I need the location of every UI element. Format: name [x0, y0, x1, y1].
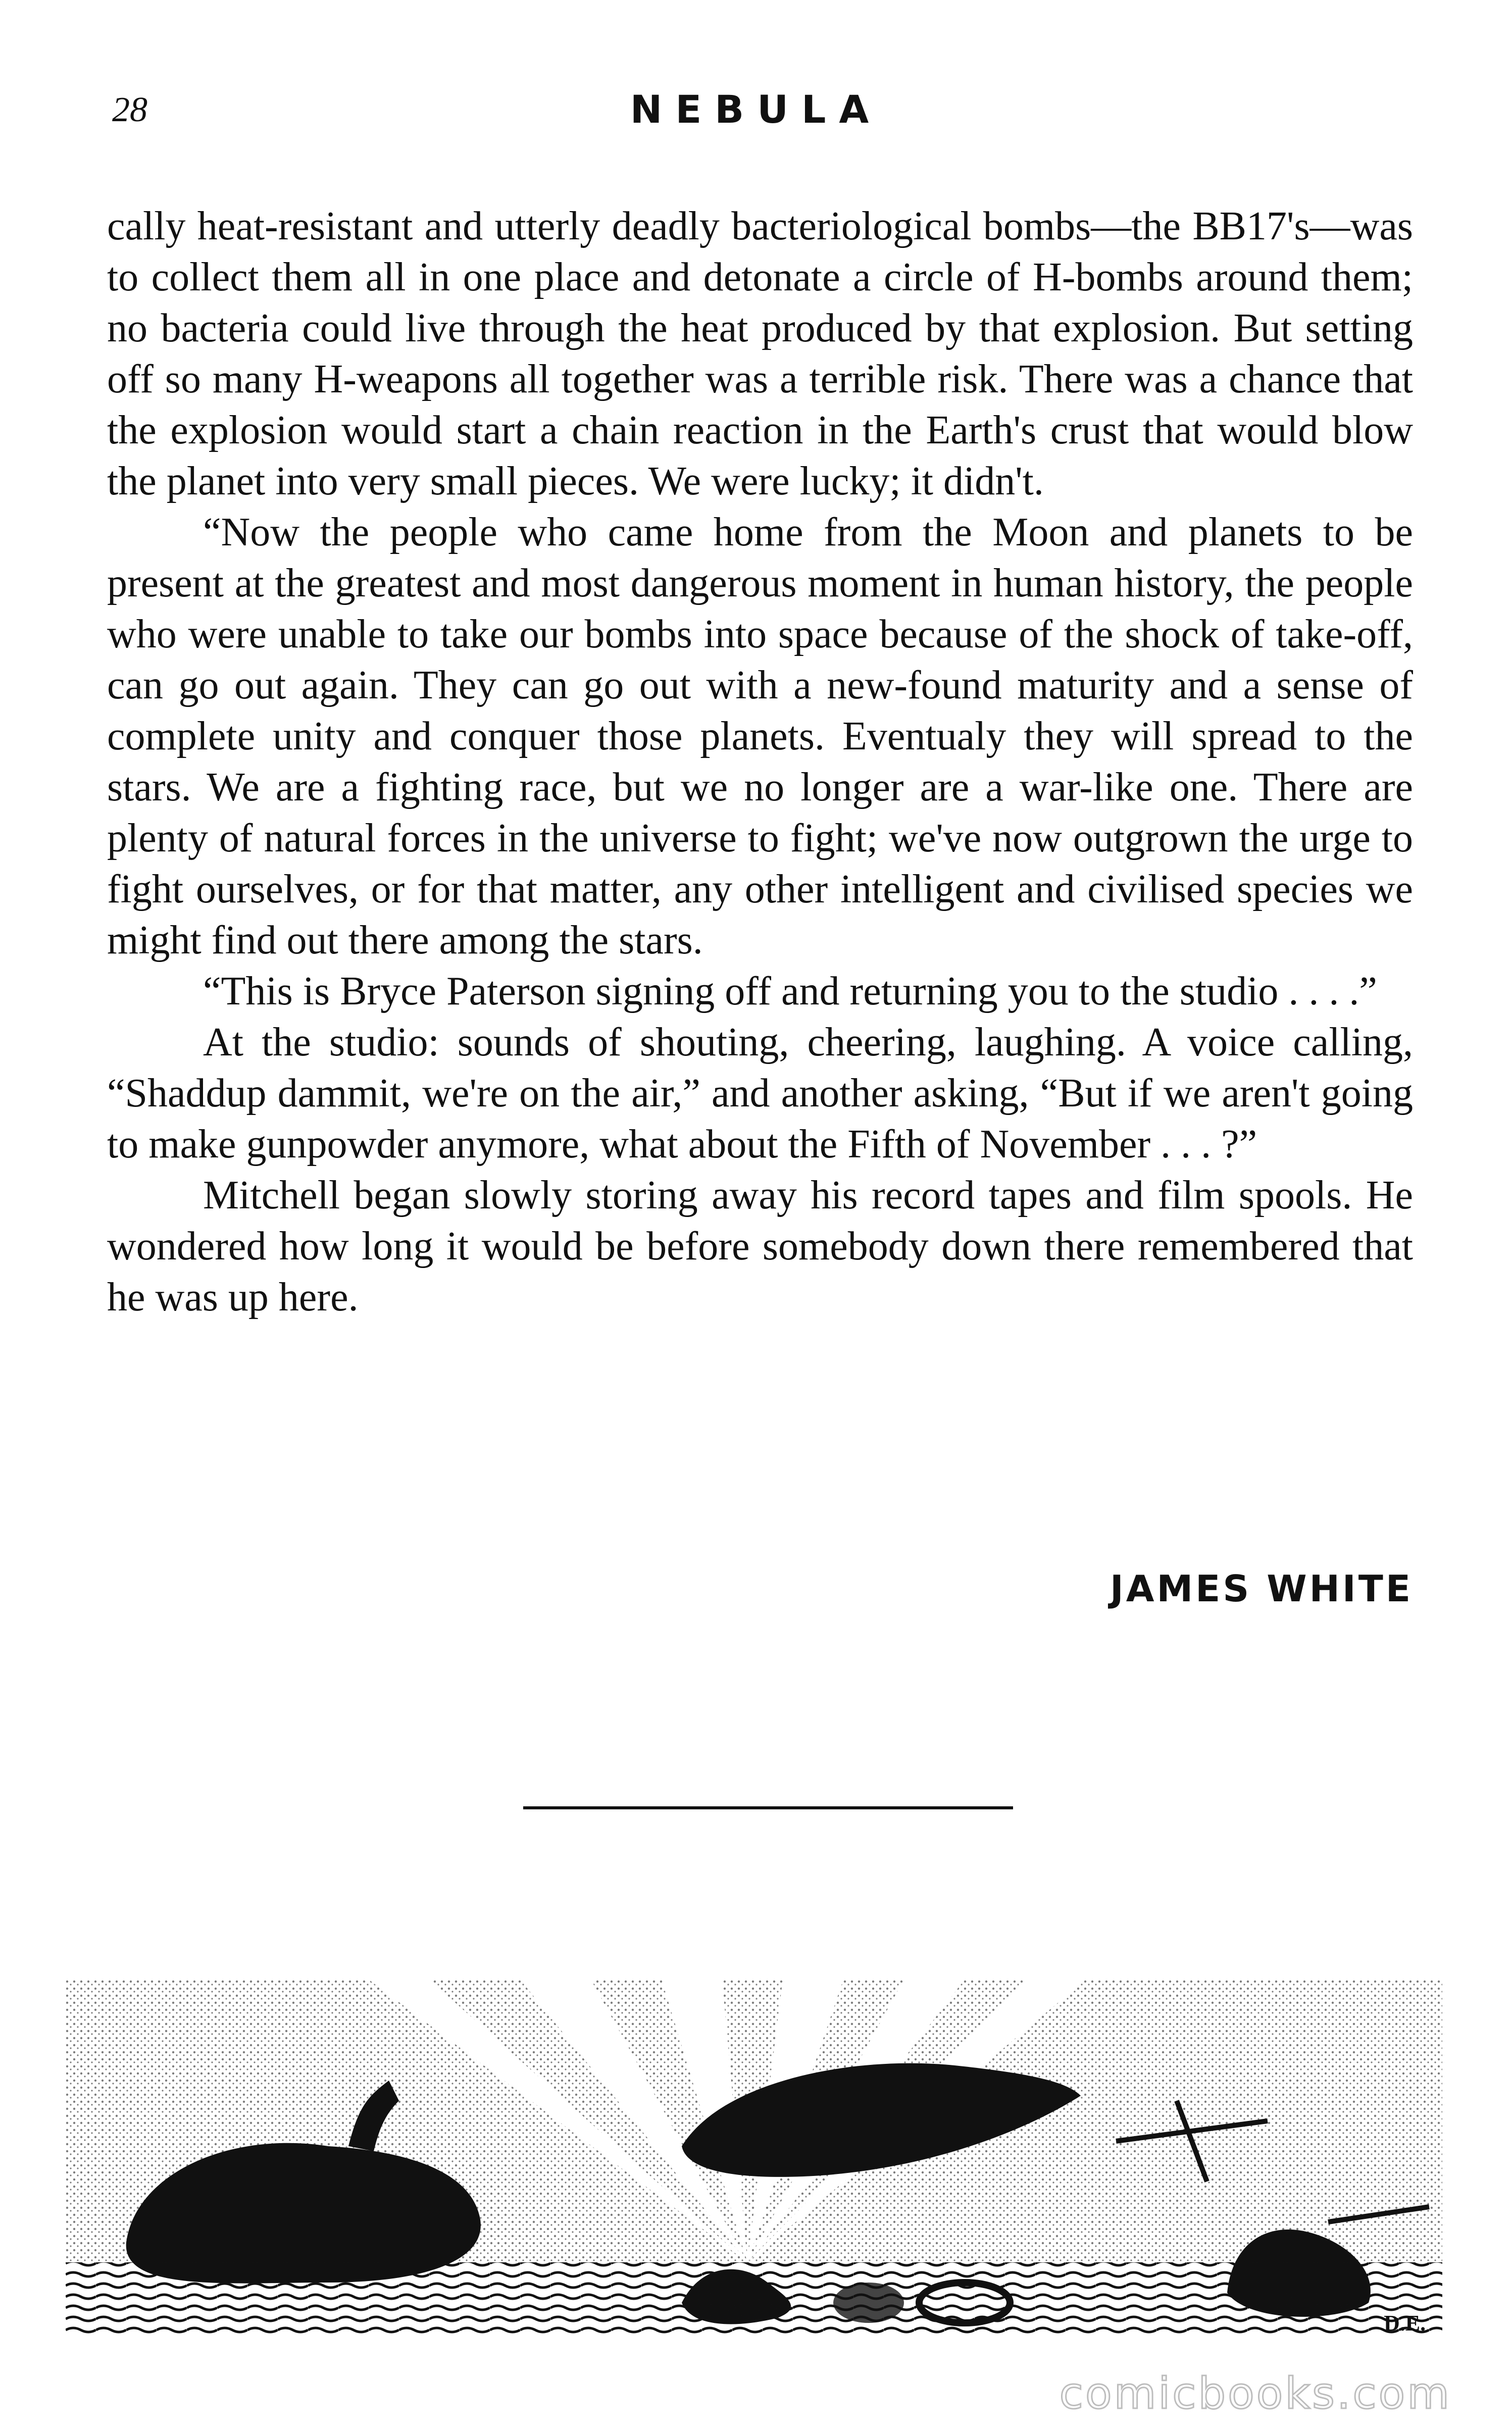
- artist-signature: D.E.: [1384, 2311, 1426, 2336]
- paragraph: Mitchell began slowly storing away his record tapes and film spools. He wondered how long it would be before somebody down there remembered that he was up here.: [107, 1173, 1413, 1320]
- paragraph: cally heat-resistant and utterly deadly bacteriological bombs—the BB17's—was to collect them all in one place and detonate a circle of H-bombs around them; no bacteria could live through the heat produced by that explosion. But setting off so many H-weapons all together was a terrible risk. There was a chance that the explosion would start a chain reaction in the Earth's crust that would blow the planet into very small pieces. We were lucky; it didn't.: [107, 204, 1413, 503]
- page-number: 28: [112, 90, 147, 129]
- tail-piece-illustration: [66, 1980, 1442, 2336]
- paragraph: “This is Bryce Paterson signing off and returning you to the studio . . . .”: [203, 969, 1377, 1014]
- author-byline: JAMES WHITE: [1110, 1567, 1413, 1610]
- paragraph: At the studio: sounds of shouting, cheering, laughing. A voice calling, “Shaddup dammit, we're on the air,” and another asking, “But if we aren't going to make gunpowder anymore, what about the Fifth of November . . . ?”: [107, 1020, 1413, 1167]
- running-title: NEBULA: [630, 87, 882, 132]
- watermark-text: comicbooks.com: [1059, 2368, 1451, 2419]
- section-rule: [523, 1806, 1013, 1809]
- paragraph: “Now the people who came home from the Moon and planets to be present at the greatest and most dangerous moment in human history, the people who were unable to take our bombs into space because of the shock of take-off, can go out again. They can go out with a new-found maturity and a sense of complete unity and conquer those planets. Eventualy they will spread to the stars. We are a fighting race, but we no longer are a war-like one. There are plenty of natural forces in the universe to fight; we've now outgrown the urge to fight ourselves, or for that matter, any other intelligent and civilised species we might find out there among the stars.: [107, 510, 1413, 962]
- story-text: [107, 201, 1413, 1323]
